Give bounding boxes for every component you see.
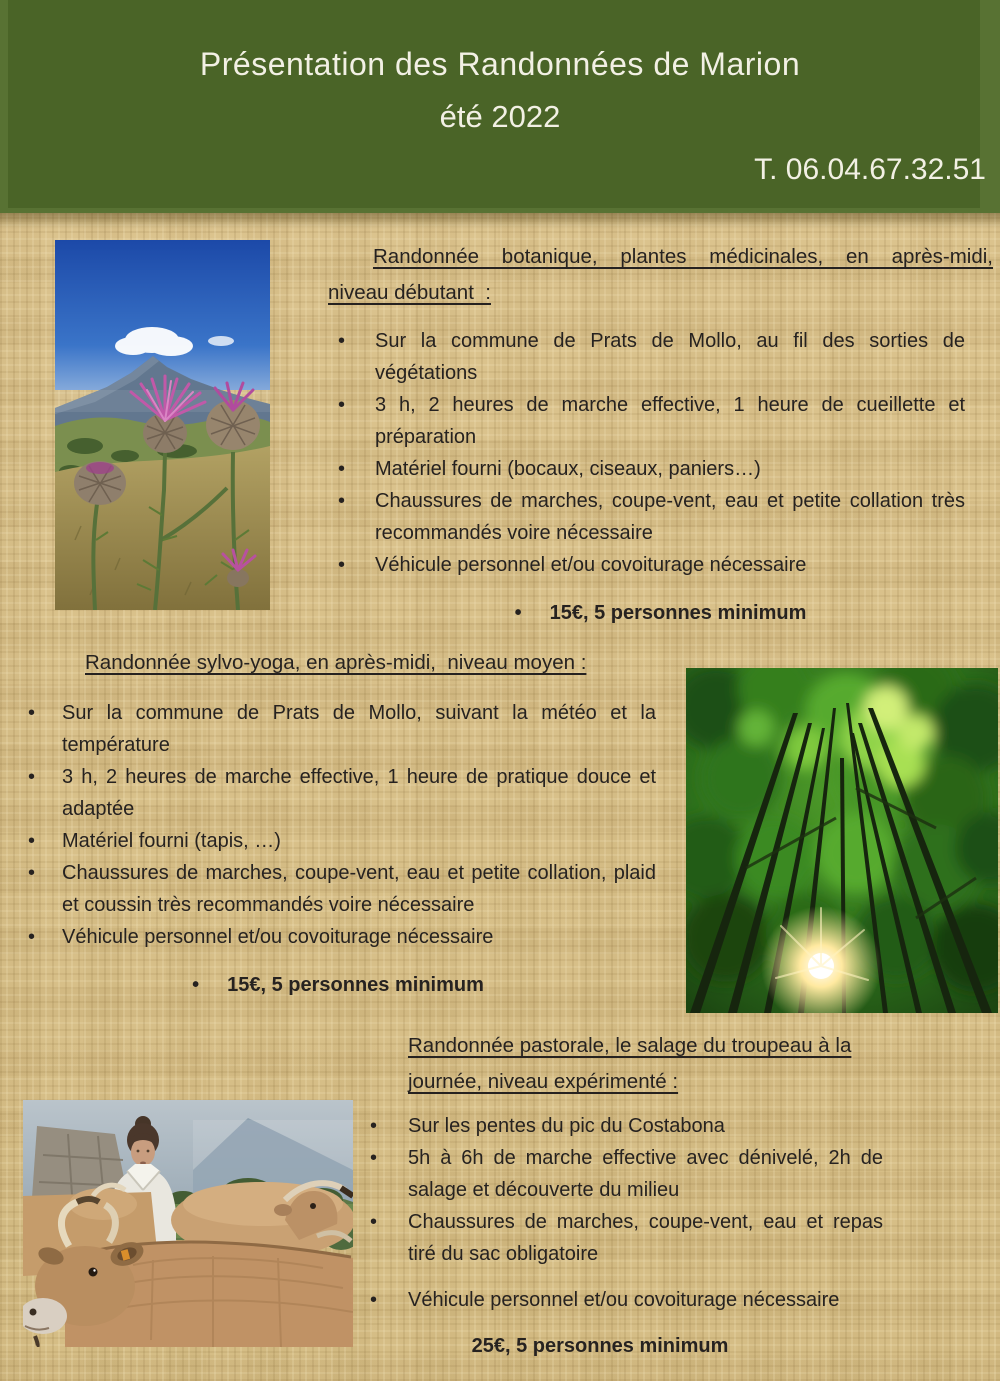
list-item: • Sur les pentes du pic du Costabona: [365, 1110, 883, 1142]
list-item: • Matériel fourni (tapis, …): [20, 825, 656, 857]
section-heading: [328, 239, 993, 311]
thistle-mountain-illustration: [55, 240, 270, 610]
list-item: • 5h à 6h de marche effective avec dénivelé, 2h de salage et découverte du milieu: [365, 1142, 883, 1206]
botanique-photo: [55, 240, 270, 610]
list-item: • Sur la commune de Prats de Mollo, suivant la météo et la température: [20, 697, 656, 761]
list-item: • Véhicule personnel et/ou covoiturage nécessaire: [365, 1284, 883, 1316]
section-pastorale: [365, 1028, 883, 1362]
list-item: • Véhicule personnel et/ou covoiturage nécessaire: [328, 549, 965, 581]
sylvo-yoga-photo: [686, 668, 998, 1013]
list-item: • Véhicule personnel et/ou covoiturage nécessaire: [20, 921, 656, 953]
heading-line: Randonnée botanique, plantes médicinales, en après-midi,: [373, 245, 993, 268]
heading-line: journée, niveau expérimenté :: [408, 1070, 679, 1093]
bullet-list: [20, 697, 656, 953]
list-item: • Chaussures de marches, coupe-vent, eau et repas tiré du sac obligatoire: [365, 1206, 883, 1270]
price-line: [328, 597, 993, 629]
price-text: 15€, 5 personnes minimum: [549, 602, 807, 624]
shepherd-cows-illustration: [23, 1100, 353, 1347]
section-heading: [85, 645, 656, 681]
heading-line: niveau débutant :: [328, 281, 491, 304]
list-item: • Matériel fourni (bocaux, ciseaux, paniers…): [328, 453, 965, 485]
price-line: [20, 969, 656, 1001]
bullet-icon: •: [514, 602, 522, 624]
section-sylvo-yoga: [20, 645, 656, 1001]
phone-number: T. 06.04.67.32.51: [754, 153, 986, 186]
list-item: • Chaussures de marches, coupe-vent, eau et petite collation, plaid et coussin très recommandés voire nécessaire: [20, 857, 656, 921]
heading-line: Randonnée sylvo-yoga, en après-midi, niveau moyen :: [85, 651, 587, 674]
heading-line: Randonnée pastorale, le salage du troupeau à la: [408, 1034, 852, 1057]
header-banner: [0, 0, 1000, 213]
page-subtitle: été 2022: [439, 99, 561, 134]
bullet-list: [365, 1110, 883, 1316]
list-item: • 3 h, 2 heures de marche effective, 1 heure de cueillette et préparation: [328, 389, 965, 453]
price-text: 15€, 5 personnes minimum: [227, 974, 484, 996]
list-item: • 3 h, 2 heures de marche effective, 1 heure de pratique douce et adaptée: [20, 761, 656, 825]
forest-canopy-illustration: [686, 668, 998, 1013]
price-text: 25€, 5 personnes minimum: [471, 1335, 729, 1357]
list-item: • Chaussures de marches, coupe-vent, eau et petite collation très recommandés voire nécessaire: [328, 485, 965, 549]
bullet-icon: •: [192, 974, 200, 996]
bullet-list: [328, 325, 993, 581]
section-botanique: [328, 239, 993, 629]
price-line: [341, 1330, 859, 1362]
page-title: Présentation des Randonnées de Marion: [199, 46, 801, 82]
list-item: • Sur la commune de Prats de Mollo, au fil des sorties de végétations: [328, 325, 965, 389]
pastorale-photo: [23, 1100, 353, 1347]
section-heading: [408, 1028, 883, 1100]
